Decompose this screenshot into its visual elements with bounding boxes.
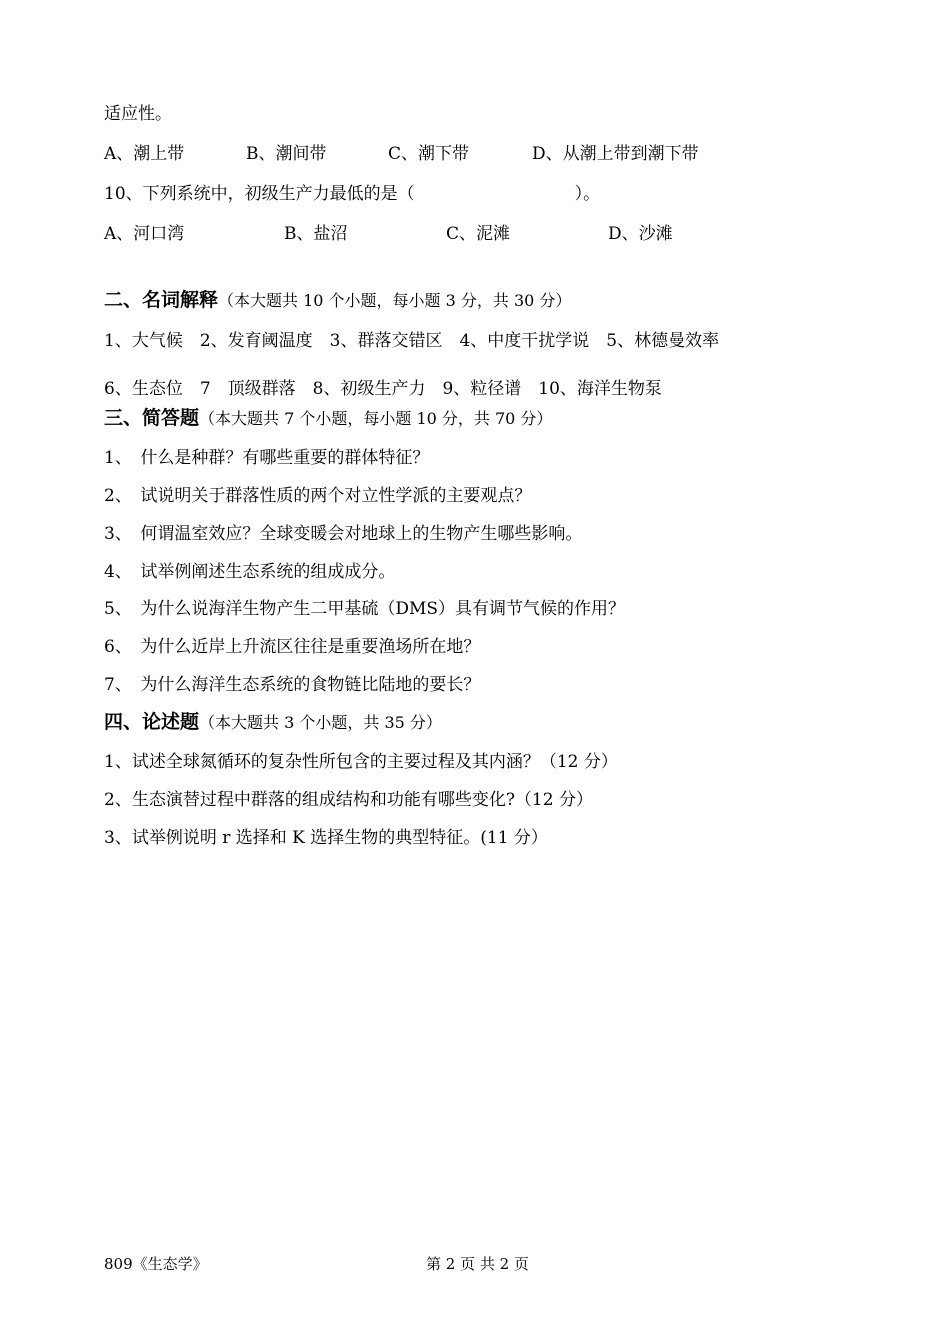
short-answer-3: 3、 何谓温室效应？全球变暖会对地球上的生物产生哪些影响。 bbox=[104, 524, 583, 544]
q9-option-c: C、潮下带 bbox=[388, 144, 470, 164]
section-2-title: 二、名词解释 bbox=[104, 289, 219, 311]
section-3-title: 三、简答题 bbox=[104, 407, 200, 429]
q10-option-c: C、泥滩 bbox=[446, 224, 511, 244]
footer-course: 809《生态学》 bbox=[104, 1255, 208, 1273]
q10-option-d: D、沙滩 bbox=[608, 224, 673, 244]
terms-row-2: 6、生态位 7 顶级群落 8、初级生产力 9、粒径谱 10、海洋生物泵 bbox=[104, 379, 662, 399]
essay-1: 1、试述全球氮循环的复杂性所包含的主要过程及其内涵？（12 分） bbox=[104, 752, 618, 772]
short-answer-6: 6、 为什么近岸上升流区往往是重要渔场所在地？ bbox=[104, 637, 481, 657]
q10-option-a: A、河口湾 bbox=[104, 224, 185, 244]
short-answer-2: 2、 试说明关于群落性质的两个对立性学派的主要观点？ bbox=[104, 486, 532, 506]
short-answer-4: 4、 试举例阐述生态系统的组成成分。 bbox=[104, 562, 396, 582]
question-carryover: 适应性。 bbox=[104, 104, 172, 124]
terms-row-1: 1、大气候 2、发育阈温度 3、群落交错区 4、中度干扰学说 5、林德曼效率 bbox=[104, 331, 720, 351]
essay-2: 2、生态演替过程中群落的组成结构和功能有哪些变化?（12 分） bbox=[104, 790, 593, 810]
short-answer-1: 1、 什么是种群？有哪些重要的群体特征？ bbox=[104, 448, 430, 468]
q10-stem-close: ）。 bbox=[574, 184, 601, 204]
q10-option-b: B、盐沼 bbox=[284, 224, 348, 244]
section-2-heading bbox=[104, 289, 571, 312]
q10-stem-text: 10、下列系统中，初级生产力最低的是（ bbox=[104, 184, 415, 204]
q9-option-a: A、潮上带 bbox=[104, 144, 185, 164]
section-3-note: （本大题共 7 个小题，每小题 10 分，共 70 分） bbox=[199, 409, 553, 428]
short-answer-5: 5、 为什么说海洋生物产生二甲基硫（DMS）具有调节气候的作用？ bbox=[104, 599, 625, 619]
q9-option-d: D、从潮上带到潮下带 bbox=[532, 144, 699, 164]
section-4-title: 四、论述题 bbox=[104, 711, 200, 733]
q10-stem bbox=[104, 183, 600, 205]
section-4-heading bbox=[104, 711, 442, 734]
section-3-heading bbox=[104, 407, 552, 430]
essay-3: 3、试举例说明 r 选择和 K 选择生物的典型特征。(11 分） bbox=[104, 828, 548, 848]
section-4-note: （本大题共 3 个小题，共 35 分） bbox=[199, 713, 442, 732]
short-answer-7: 7、 为什么海洋生态系统的食物链比陆地的要长？ bbox=[104, 675, 481, 695]
footer-page-number: 第 2 页 共 2 页 bbox=[426, 1255, 529, 1273]
section-2-note: （本大题共 10 个小题，每小题 3 分，共 30 分） bbox=[218, 291, 572, 310]
q9-option-b: B、潮间带 bbox=[246, 144, 327, 164]
